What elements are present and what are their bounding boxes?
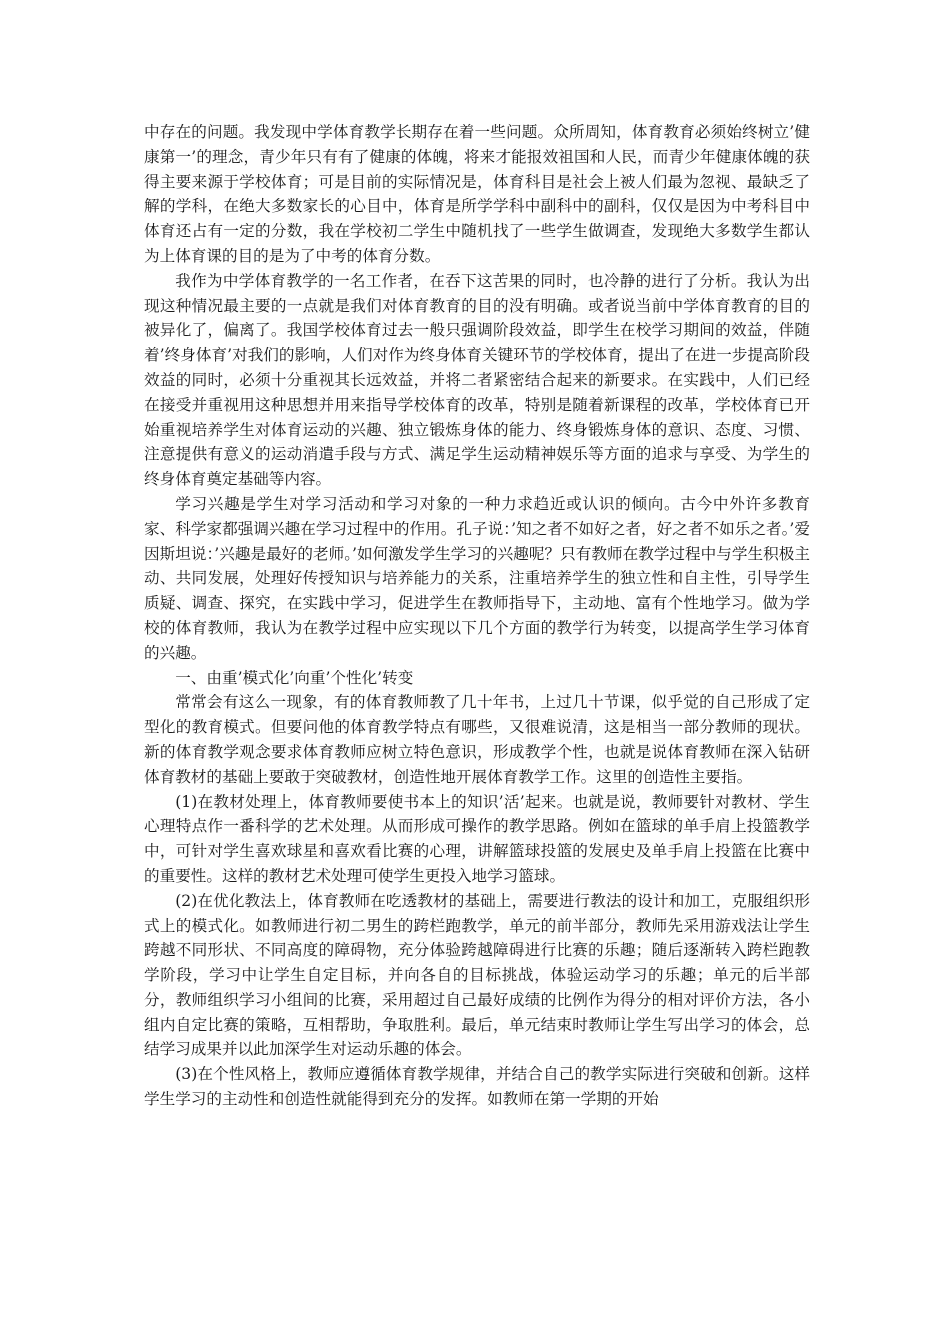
paragraph-3: 学习兴趣是学生对学习活动和学习对象的一种力求趋近或认识的倾向。古今中外许多教育家、科学家都强调兴趣在学习过程中的作用。孔子说：’知之者不如好之者，好之者不如乐之者。’爱因斯坦说：’兴趣是最好的老师。’如何激发学生学习的兴趣呢？只有教师在教学过程中与学生积极主动、共同发展，处理好传授知识与培养能力的关系，注重培养学生的独立性和自主性，引导学生质疑、调查、探究，在实践中学习，促进学生在教师指导下，主动地、富有个性地学习。做为学校的体育教师，我认为在教学过程中应实现以下几个方面的教学行为转变，以提高学生学习体育的兴趣。 xyxy=(144,494,810,662)
paragraph-1: 中存在的问题。我发现中学体育教学长期存在着一些问题。众所周知，体育教育必须始终树立’健康第一’的理念，青少年只有有了健康的体魄，将来才能报效祖国和人民，而青少年健康体魄的获得主要来源于学校体育；可是目前的实际情况是，体育科目是社会上被人们最为忽视、最缺乏了解的学科，在绝大多数家长的心目中，体育是所学学科中副科中的副科，仅仅是因为中考科目中体育还占有一定的分数，我在学校初二学生中随机找了一些学生做调查，发现绝大多数学生都认为上体育课的目的是为了中考的体育分数。 xyxy=(144,123,810,265)
paragraph-2: 我作为中学体育教学的一名工作者，在吞下这苦果的同时，也冷静的进行了分析。我认为出现这种情况最主要的一点就是我们对体育教育的目的没有明确。或者说当前中学体育教育的目的被异化了，偏离了。我国学校体育过去一般只强调阶段效益，即学生在校学习期间的效益，伴随着’终身体育’对我们的影响，人们对作为终身体育关键环节的学校体育，提出了在进一步提高阶段效益的同时，必须十分重视其长远效益，并将二者紧密结合起来的新要求。在实践中，人们已经在接受并重视用这种思想并用来指导学校体育的改革，特别是随着新课程的改革，学校体育已开始重视培养学生对体育运动的兴趣、独立锻炼身体的能力、终身锻炼身体的意识、态度、习惯、注意提供有意义的运动消遣手段与方式、满足学生运动精神娱乐等方面的追求与享受、为学生的终身体育奠定基础等内容。 xyxy=(144,271,810,489)
paragraph-5: (1)在教材处理上，体育教师要使书本上的知识’活’起来。也就是说，教师要针对教材、学生心理特点作一番科学的艺术处理。从而形成可操作的教学思路。例如在篮球的单手肩上投篮教学中，可针对学生喜欢球星和喜欢看比赛的心理，讲解篮球投篮的发展史及单手肩上投篮在比赛中的重要性。这样的教材艺术处理可使学生更投入地学习篮球。 xyxy=(144,792,810,885)
paragraph-7: (3)在个性风格上，教师应遵循体育教学规律，并结合自己的教学实际进行突破和创新。这样学生学习的主动性和创造性就能得到充分的发挥。如教师在第一学期的开始 xyxy=(144,1065,810,1109)
paragraph-4: 常常会有这么一现象，有的体育教师教了几十年书，上过几十节课，似乎觉的自己形成了定型化的教育模式。但要问他的体育教学特点有哪些，又很难说清，这是相当一部分教师的现状。新的体育教学观念要求体育教师应树立特色意识，形成教学个性，也就是说体育教师在深入钻研体育教材的基础上要敢于突破教材，创造性地开展体育教学工作。这里的创造性主要指。 xyxy=(144,693,810,786)
document-page xyxy=(144,120,810,1112)
paragraph-6: (2)在优化教法上，体育教师在吃透教材的基础上，需要进行教法的设计和加工，克服组织形式上的模式化。如教师进行初二男生的跨栏跑教学，单元的前半部分，教师先采用游戏法让学生跨越不同形状、不同高度的障碍物，充分体验跨越障碍进行比赛的乐趣；随后逐渐转入跨栏跑教学阶段，学习中让学生自定目标，并向各自的目标挑战，体验运动学习的乐趣；单元的后半部分，教师组织学习小组间的比赛，采用超过自己最好成绩的比例作为得分的相对评价方法，各小组内自定比赛的策略，互相帮助，争取胜利。最后，单元结束时教师让学生写出学习的体会，总结学习成果并以此加深学生对运动乐趣的体会。 xyxy=(144,891,810,1059)
section-heading: 一、由重’模式化’向重’个性化’转变 xyxy=(175,668,414,687)
